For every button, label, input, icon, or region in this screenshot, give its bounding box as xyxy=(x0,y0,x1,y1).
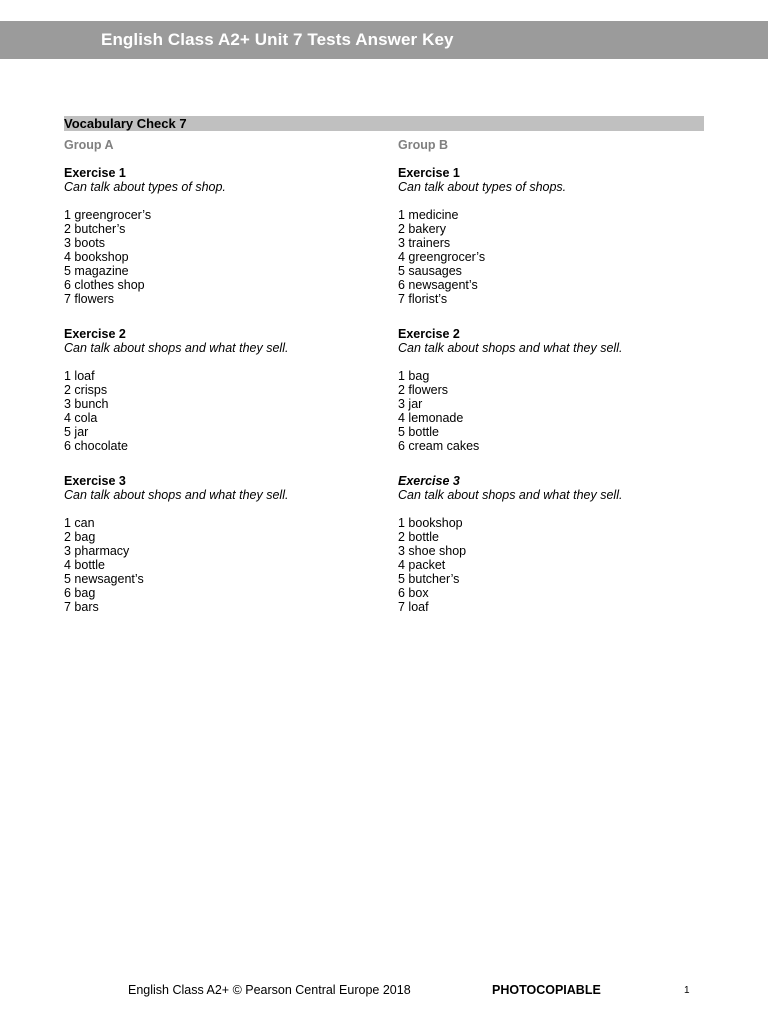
answer-item: 7 loaf xyxy=(398,600,429,614)
answer-item: 2 bakery xyxy=(398,222,446,236)
group-b-exercise-2 xyxy=(398,327,718,453)
answer-item: 1 loaf xyxy=(64,369,95,383)
answer-item: 2 crisps xyxy=(64,383,108,397)
answer-list xyxy=(398,208,718,306)
answer-item: 5 newsagent’s xyxy=(64,572,144,586)
exercise-description: Can talk about shops and what they sell. xyxy=(64,488,289,502)
answer-list xyxy=(398,369,718,453)
answer-item: 3 pharmacy xyxy=(64,544,130,558)
answer-item: 5 magazine xyxy=(64,264,129,278)
group-b-label: Group B xyxy=(398,138,448,152)
answer-item: 5 butcher’s xyxy=(398,572,460,586)
answer-item: 6 chocolate xyxy=(64,439,128,453)
section-title: Vocabulary Check 7 xyxy=(64,116,187,131)
document-title: English Class A2+ Unit 7 Tests Answer Key xyxy=(101,30,454,49)
footer-photocopiable: PHOTOCOPIABLE xyxy=(492,983,601,997)
exercise-description: Can talk about shops and what they sell. xyxy=(398,488,623,502)
answer-item: 4 cola xyxy=(64,411,98,425)
answer-item: 3 boots xyxy=(64,236,106,250)
exercise-title: Exercise 1 xyxy=(64,166,126,180)
answer-item: 3 shoe shop xyxy=(398,544,467,558)
answer-item: 6 clothes shop xyxy=(64,278,145,292)
answer-item: 1 greengrocer’s xyxy=(64,208,152,222)
answer-list xyxy=(64,516,384,614)
page-number: 1 xyxy=(684,985,690,996)
answer-item: 2 butcher’s xyxy=(64,222,126,236)
answer-list xyxy=(64,369,384,453)
answer-item: 4 greengrocer’s xyxy=(398,250,486,264)
answer-item: 7 bars xyxy=(64,600,99,614)
answer-item: 5 jar xyxy=(64,425,89,439)
answer-item: 1 medicine xyxy=(398,208,459,222)
answer-item: 6 box xyxy=(398,586,429,600)
answer-item: 4 bookshop xyxy=(64,250,129,264)
exercise-title: Exercise 3 xyxy=(398,474,460,488)
answer-item: 3 jar xyxy=(398,397,423,411)
exercise-title: Exercise 1 xyxy=(398,166,460,180)
answer-item: 2 flowers xyxy=(398,383,449,397)
exercise-title: Exercise 2 xyxy=(398,327,460,341)
answer-list xyxy=(64,208,384,306)
answer-item: 1 bookshop xyxy=(398,516,463,530)
answer-item: 5 sausages xyxy=(398,264,462,278)
exercise-description: Can talk about types of shops. xyxy=(398,180,567,194)
group-a-label: Group A xyxy=(64,138,114,152)
group-b-exercise-3 xyxy=(398,474,718,614)
exercise-description: Can talk about types of shop. xyxy=(64,180,226,194)
group-a-column xyxy=(64,138,384,635)
group-b-exercise-1 xyxy=(398,166,718,306)
group-a-exercise-1 xyxy=(64,166,384,306)
group-a-exercise-3 xyxy=(64,474,384,614)
answer-list xyxy=(398,516,718,614)
footer-copyright: English Class A2+ © Pearson Central Europe 2018 xyxy=(128,983,411,997)
answer-item: 7 florist’s xyxy=(398,292,448,306)
exercise-title: Exercise 2 xyxy=(64,327,126,341)
answer-item: 7 flowers xyxy=(64,292,115,306)
answer-item: 4 lemonade xyxy=(398,411,464,425)
answer-item: 6 bag xyxy=(64,586,96,600)
answer-item: 4 packet xyxy=(398,558,446,572)
answer-item: 3 trainers xyxy=(398,236,451,250)
group-a-exercise-2 xyxy=(64,327,384,453)
answer-item: 2 bottle xyxy=(398,530,440,544)
answer-item: 5 bottle xyxy=(398,425,440,439)
group-b-column xyxy=(398,138,718,635)
answer-item: 3 bunch xyxy=(64,397,109,411)
answer-item: 1 can xyxy=(64,516,95,530)
exercise-description: Can talk about shops and what they sell. xyxy=(64,341,289,355)
answer-item: 6 cream cakes xyxy=(398,439,480,453)
exercise-title: Exercise 3 xyxy=(64,474,126,488)
answer-item: 1 bag xyxy=(398,369,430,383)
answer-item: 2 bag xyxy=(64,530,96,544)
answer-item: 4 bottle xyxy=(64,558,106,572)
answer-item: 6 newsagent’s xyxy=(398,278,478,292)
exercise-description: Can talk about shops and what they sell. xyxy=(398,341,623,355)
